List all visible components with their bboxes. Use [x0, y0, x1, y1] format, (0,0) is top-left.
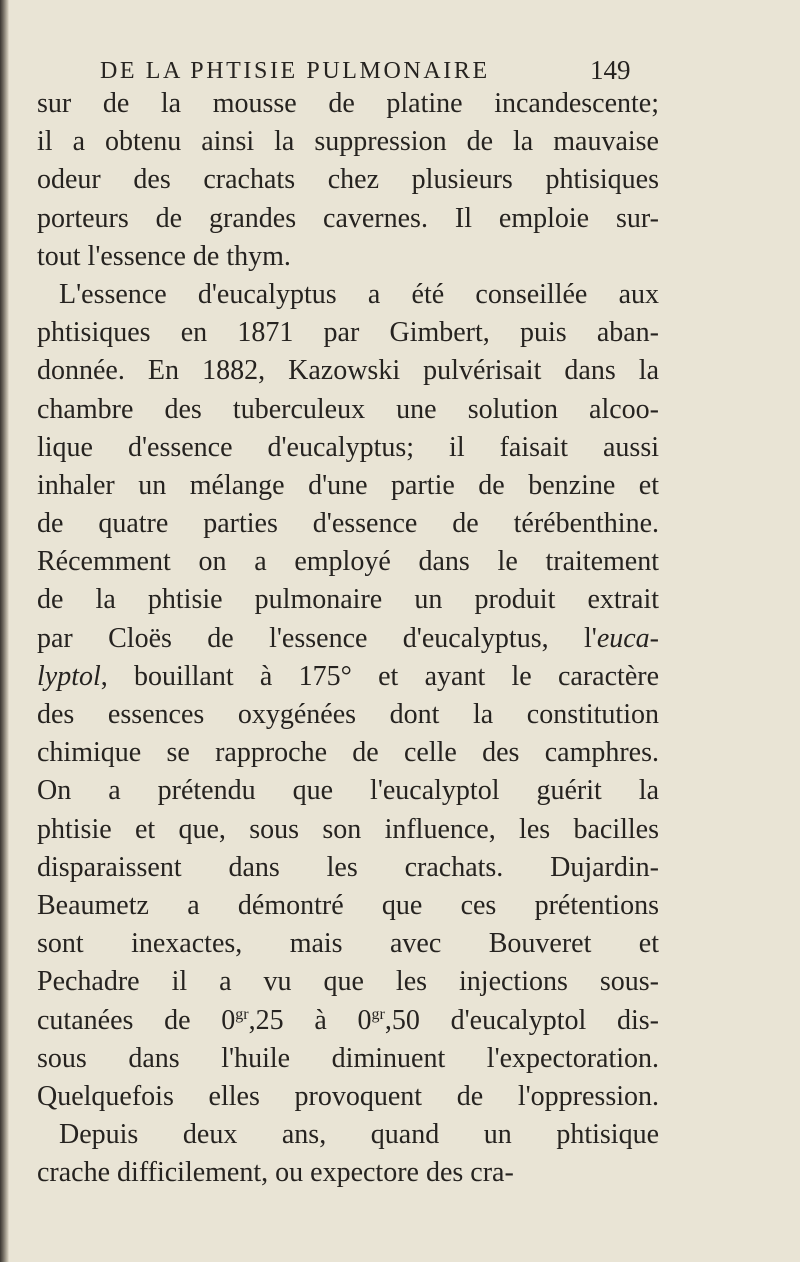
- text-line: phtisie et que, sous son influence, les bacilles: [37, 813, 659, 845]
- body-text: [37, 85, 659, 1192]
- text-line: Quelquefois elles provoquent de l'oppression.: [37, 1080, 659, 1112]
- text-line: inhaler un mélange d'une partie de benzine et: [37, 469, 659, 501]
- unit-superscript: gr: [235, 1005, 249, 1023]
- text-segment: par Cloës de l'essence d'eucalyptus, l': [37, 622, 597, 654]
- text-line: Beaumetz a démontré que ces prétentions: [37, 889, 659, 921]
- text-line: lique d'essence d'eucalyptus; il faisait aussi: [37, 431, 659, 463]
- italic-term: euca-: [596, 622, 659, 654]
- text-line: [37, 658, 659, 696]
- text-line: Pechadre il a vu que les injections sous-: [37, 966, 659, 998]
- text-line: [37, 620, 659, 658]
- text-line: chimique se rapproche de celle des camphres.: [37, 737, 659, 769]
- text-line: phtisiques en 1871 par Gimbert, puis aban-: [37, 317, 659, 349]
- text-line: sous dans l'huile diminuent l'expectoration.: [37, 1042, 659, 1074]
- text-line: Depuis deux ans, quand un phtisique: [59, 1119, 659, 1151]
- italic-term: lyptol: [37, 660, 101, 692]
- text-line: de la phtisie pulmonaire un produit extrait: [37, 584, 659, 616]
- text-line: L'essence d'eucalyptus a été conseillée aux: [59, 278, 659, 310]
- text-line: donnée. En 1882, Kazowski pulvérisait dans la: [37, 355, 659, 387]
- text-line: Récemment on a employé dans le traitement: [37, 546, 659, 578]
- text-line: porteurs de grandes cavernes. Il emploie sur-: [37, 202, 659, 234]
- text-line: [37, 1002, 659, 1040]
- text-line: chambre des tuberculeux une solution alcoo-: [37, 393, 659, 425]
- text-line: sur de la mousse de platine incandescente;: [37, 88, 659, 119]
- running-title: DE LA PHTISIE PULMONAIRE: [100, 58, 490, 84]
- text-line: disparaissent dans les crachats. Dujardin-: [37, 851, 659, 883]
- text-segment: ,25 à 0: [248, 1004, 372, 1036]
- text-line: crache difficilement, ou expectore des cra-: [37, 1157, 514, 1189]
- page-number: 149: [590, 55, 631, 85]
- text-segment: ,50 d'eucalyptol dis-: [384, 1004, 659, 1036]
- text-line: odeur des crachats chez plusieurs phtisiques: [37, 164, 659, 196]
- text-segment: , bouillant à 175° et ayant le caractère: [100, 660, 659, 692]
- text-segment: cutanées de 0: [37, 1004, 236, 1036]
- text-line: On a prétendu que l'eucalyptol guérit la: [37, 775, 659, 807]
- text-line: il a obtenu ainsi la suppression de la mauvaise: [37, 126, 659, 158]
- text-line: des essences oxygénées dont la constitution: [37, 699, 659, 730]
- text-line: tout l'essence de thym.: [37, 240, 291, 272]
- unit-superscript: gr: [371, 1005, 385, 1023]
- text-line: sont inexactes, mais avec Bouveret et: [37, 928, 659, 960]
- text-line: de quatre parties d'essence de térébenthine.: [37, 508, 659, 540]
